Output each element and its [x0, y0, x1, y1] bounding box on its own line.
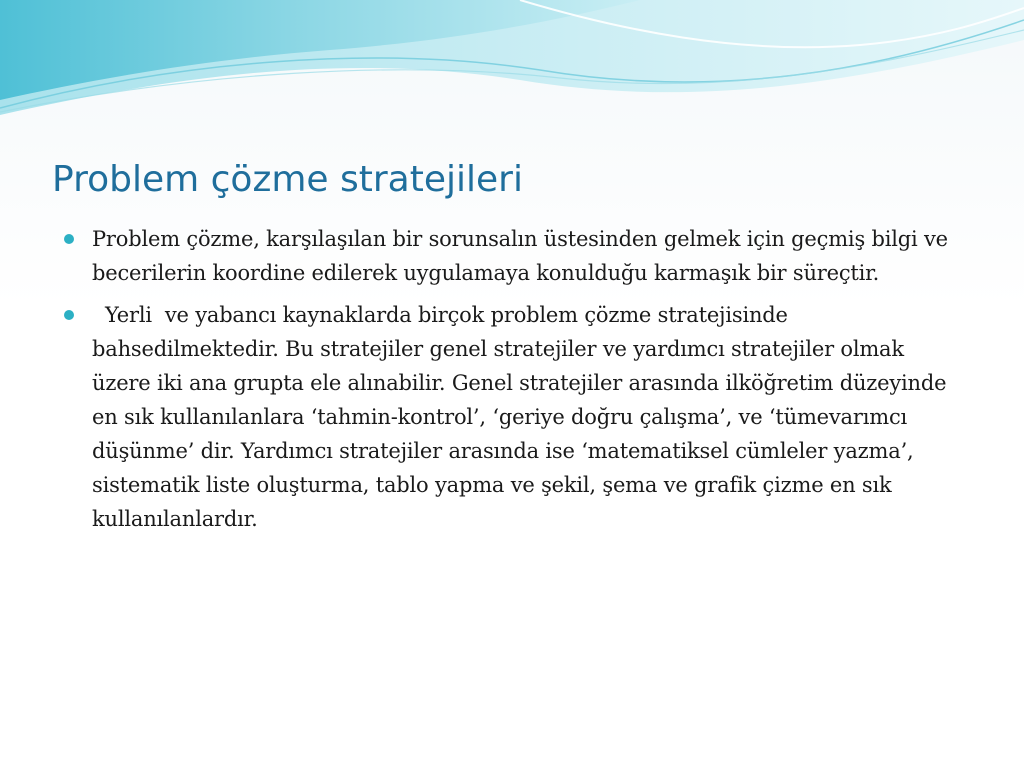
bullet-dot-icon: [64, 234, 74, 244]
decorative-wave-header: [0, 0, 1024, 130]
bullet-dot-icon: [64, 310, 74, 320]
slide-title: Problem çözme stratejileri: [52, 159, 523, 200]
bullet-item: [60, 222, 960, 290]
bullet-list: [60, 222, 960, 544]
bullet-text: Yerli ve yabancı kaynaklarda birçok problem çözme stratejisinde bahsedilmektedir. Bu stratejiler genel stratejiler ve yardımcı stratejiler olmak üzere iki ana grupta ele alınabilir. Genel stratejiler arasında ilköğretim düzeyinde en sık kullanılanlara ‘tahmin-kontrol’, ‘geriye doğru çalışma’, ve ‘tümevarımcı düşünme’ dir. Yardımcı stratejiler arasında ise ‘matematiksel cümleler yazma’, sistematik liste oluşturma, tablo yapma ve şekil, şema ve grafik çizme en sık kullanılanlardır.: [92, 303, 953, 531]
bullet-text: Problem çözme, karşılaşılan bir sorunsalın üstesinden gelmek için geçmiş bilgi ve becerilerin koordine edilerek uygulamaya konulduğu karmaşık bir süreçtir.: [92, 227, 955, 285]
bullet-item: [60, 298, 960, 536]
